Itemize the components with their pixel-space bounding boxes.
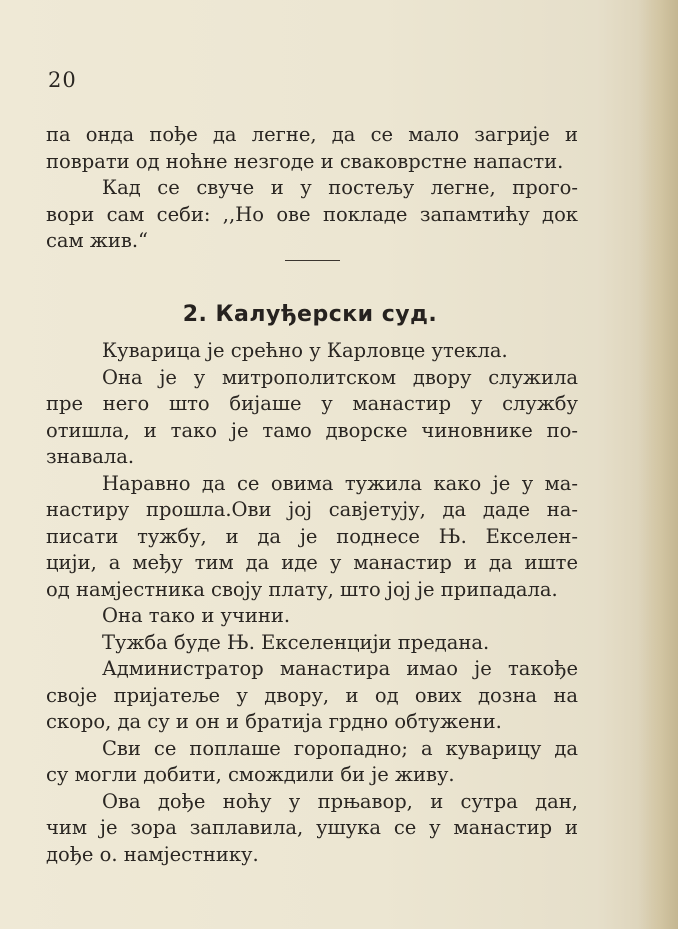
text-line: од намјестника своју плату, што јој је припадала. xyxy=(46,577,558,601)
text-line: Ова дође ноћу у прњавор, и сутра дан, xyxy=(102,789,578,813)
text-line: Она тако и учини. xyxy=(102,604,291,627)
text-line: писати тужбу, и да је поднесе Њ. Екселен- xyxy=(46,524,578,548)
text-line: своје пријатеље у двору, и од ових дозна на xyxy=(46,683,578,707)
text-line: сам жив.“ xyxy=(46,229,148,252)
text-line: настиру прошла.Ови јој савјетују, да даде на- xyxy=(46,498,578,521)
text-line: Кад се свуче и у постељу легне, прого- xyxy=(102,176,578,199)
text-line: поврати од ноћне незгоде и сваковрстне напасти. xyxy=(46,149,564,173)
text-line: Куварица је срећно у Карловце утекла. xyxy=(102,339,508,362)
text-line: дође о. намјестнику. xyxy=(46,842,259,866)
text-line: па онда пође да легне, да се мало загрије и xyxy=(46,123,578,146)
text-line: цији, а међу тим да иде у манастир и да иште xyxy=(46,551,578,574)
text-line: скоро, да су и он и братија грдно обтужени. xyxy=(46,710,502,733)
text-line: чим је зора заплавила, ушука се у манастир и xyxy=(46,816,578,839)
intro-paragraphs xyxy=(46,122,578,255)
text-line: Тужба буде Њ. Екселенцији предана. xyxy=(102,630,490,654)
text-line: су могли добити, смождили би је живу. xyxy=(46,763,455,786)
section-divider xyxy=(285,260,340,261)
text-line: Она је у митрополитском двору служила xyxy=(102,365,578,389)
page-number: 20 xyxy=(48,68,77,92)
page-spine-shadow xyxy=(638,0,678,929)
text-line: пре него што бијаше у манастир у службу xyxy=(46,392,578,415)
section-title: 2. Калуђерски суд. xyxy=(182,302,438,327)
text-line: отишла, и тако је тамо дворске чиновнике по- xyxy=(46,418,578,442)
text-line: Наравно да се овима тужила како је у ма- xyxy=(102,471,578,495)
text-line: Сви се поплаше горопадно; а куварицу да xyxy=(102,736,578,760)
text-line: Администратор манастира имао је такође xyxy=(102,657,578,680)
text-line: знавала. xyxy=(46,445,135,468)
text-line: вори сам себи: ,,Но ове покладе запамтићу док xyxy=(46,202,578,226)
section-body xyxy=(46,338,578,868)
